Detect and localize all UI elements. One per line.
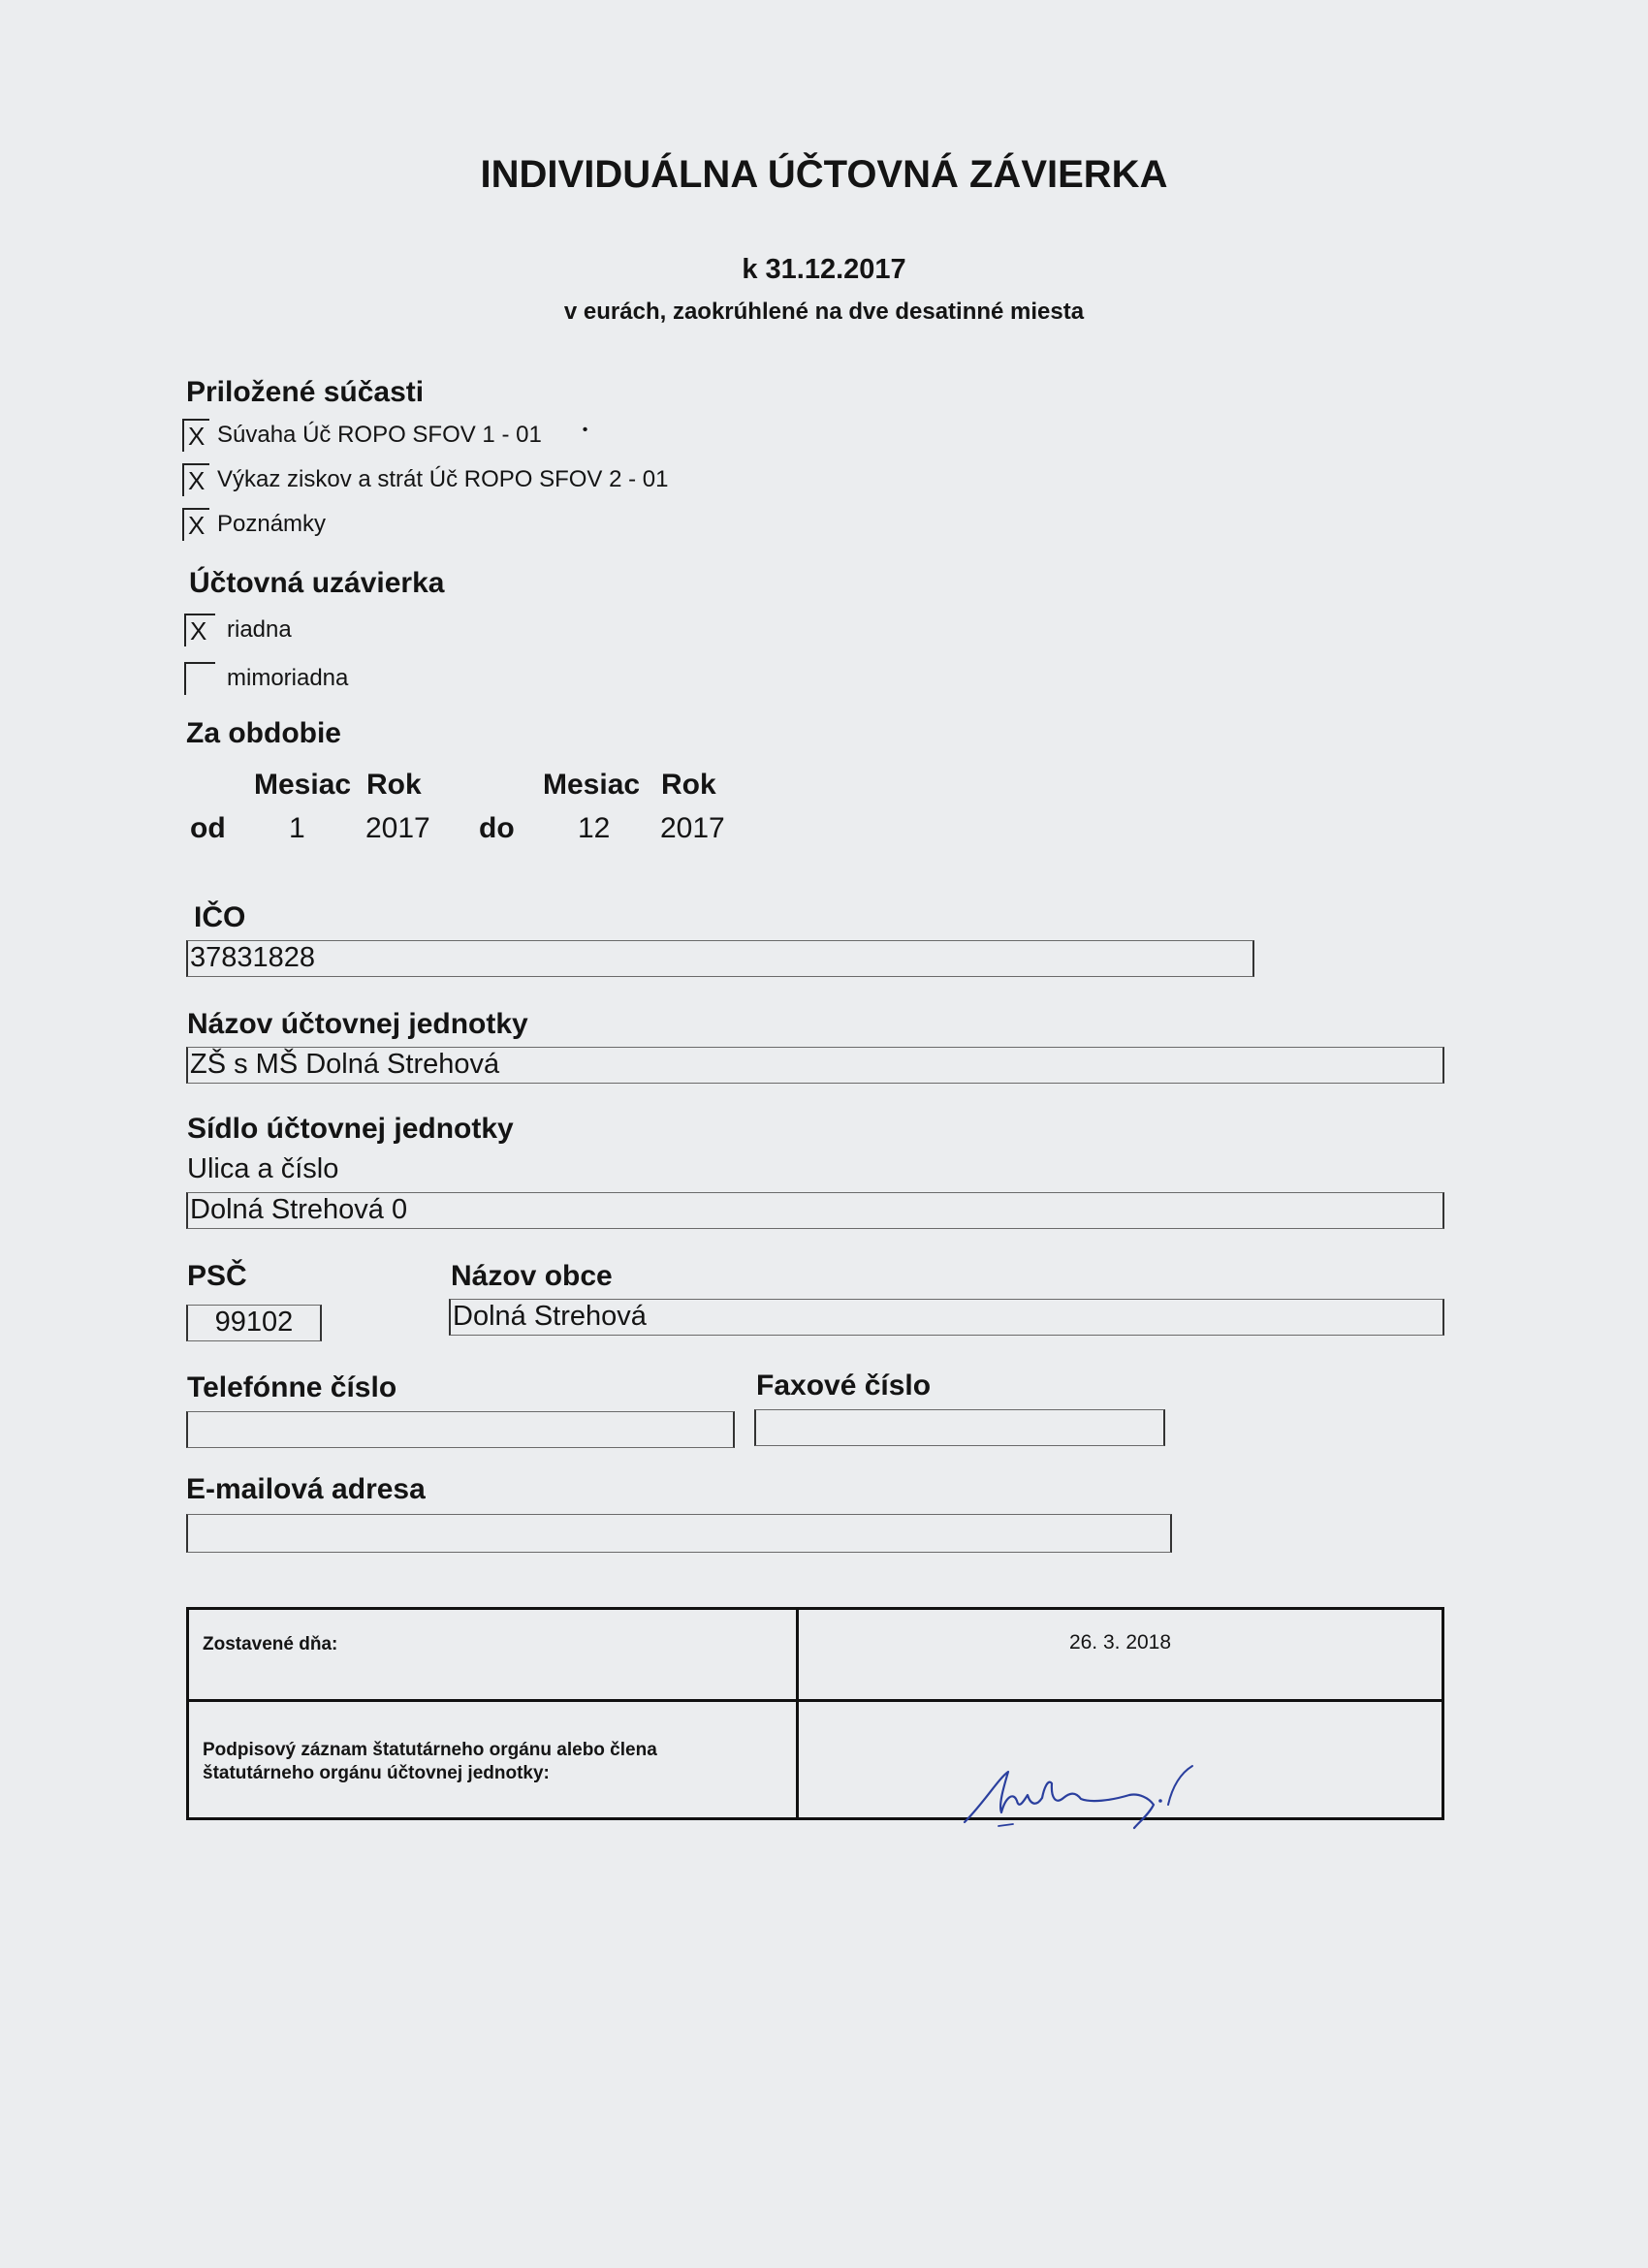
street-label: Ulica a číslo — [187, 1153, 339, 1184]
address-heading: Sídlo účtovnej jednotky — [187, 1113, 514, 1145]
town-field[interactable]: Dolná Strehová — [449, 1299, 1444, 1336]
checkbox-mark[interactable]: X — [184, 614, 215, 646]
signature-table — [186, 1607, 1444, 1820]
to-month-label: Mesiac — [543, 769, 641, 801]
from-month-label: Mesiac — [254, 769, 352, 801]
checkbox-label: mimoriadna — [227, 665, 349, 691]
psc-field[interactable]: 99102 — [186, 1305, 322, 1341]
from-month-value: 1 — [289, 812, 305, 844]
from-label: od — [190, 812, 226, 844]
handwritten-signature — [955, 1745, 1246, 1851]
checkbox-label: Výkaz ziskov a strát Úč ROPO SFOV 2 - 01 — [217, 466, 669, 492]
compiled-date-label: Zostavené dňa: — [188, 1609, 798, 1701]
checkbox-label: Súvaha Úč ROPO SFOV 1 - 01 — [217, 422, 542, 448]
report-date: k 31.12.2017 — [742, 254, 906, 285]
checkbox-mark[interactable]: X — [182, 508, 209, 541]
phone-field[interactable] — [186, 1411, 735, 1448]
attachment-checkbox-balance[interactable] — [182, 419, 587, 452]
to-label: do — [479, 812, 515, 844]
from-year-value: 2017 — [365, 812, 430, 844]
entity-name-field[interactable]: ZŠ s MŠ Dolná Strehová — [186, 1047, 1444, 1084]
phone-label: Telefónne číslo — [187, 1371, 397, 1403]
signature-label-line-2: štatutárneho orgánu účtovnej jednotky: — [203, 1763, 550, 1783]
to-year-label: Rok — [661, 769, 716, 801]
checkbox-mark[interactable]: X — [182, 419, 209, 452]
ico-field[interactable]: 37831828 — [186, 940, 1254, 977]
signature-record-label — [188, 1701, 798, 1819]
email-label: E-mailová adresa — [186, 1473, 426, 1505]
to-month-value: 12 — [578, 812, 611, 844]
period-heading: Za obdobie — [186, 717, 341, 749]
signature-label-line-1: Podpisový záznam štatutárneho orgánu alebo člena — [203, 1740, 657, 1760]
bullet-mark: • — [582, 422, 588, 438]
closing-checkbox-regular[interactable] — [184, 614, 292, 646]
attachment-checkbox-notes[interactable] — [182, 508, 326, 541]
closing-heading: Účtovná uzávierka — [189, 567, 445, 599]
document-title: INDIVIDUÁLNA ÚČTOVNÁ ZÁVIERKA — [480, 153, 1168, 196]
checkbox-label: riadna — [227, 616, 292, 643]
compiled-date-value: 26. 3. 2018 — [798, 1609, 1443, 1701]
email-field[interactable] — [186, 1514, 1172, 1553]
ico-label: IČO — [194, 901, 246, 933]
checkbox-mark[interactable] — [184, 662, 215, 695]
attachment-checkbox-income[interactable] — [182, 463, 668, 496]
checkbox-mark[interactable]: X — [182, 463, 209, 496]
fax-label: Faxové číslo — [756, 1370, 932, 1402]
checkbox-label: Poznámky — [217, 511, 327, 537]
closing-checkbox-extraordinary[interactable] — [184, 662, 348, 695]
fax-field[interactable] — [754, 1409, 1165, 1446]
attachments-heading: Priložené súčasti — [186, 376, 425, 408]
currency-note: v eurách, zaokrúhlené na dve desatinné miesta — [563, 299, 1085, 325]
psc-label: PSČ — [187, 1260, 247, 1292]
to-year-value: 2017 — [660, 812, 725, 844]
town-label: Názov obce — [451, 1260, 613, 1292]
street-field[interactable]: Dolná Strehová 0 — [186, 1192, 1444, 1229]
entity-name-label: Názov účtovnej jednotky — [187, 1008, 528, 1040]
from-year-label: Rok — [366, 769, 422, 801]
